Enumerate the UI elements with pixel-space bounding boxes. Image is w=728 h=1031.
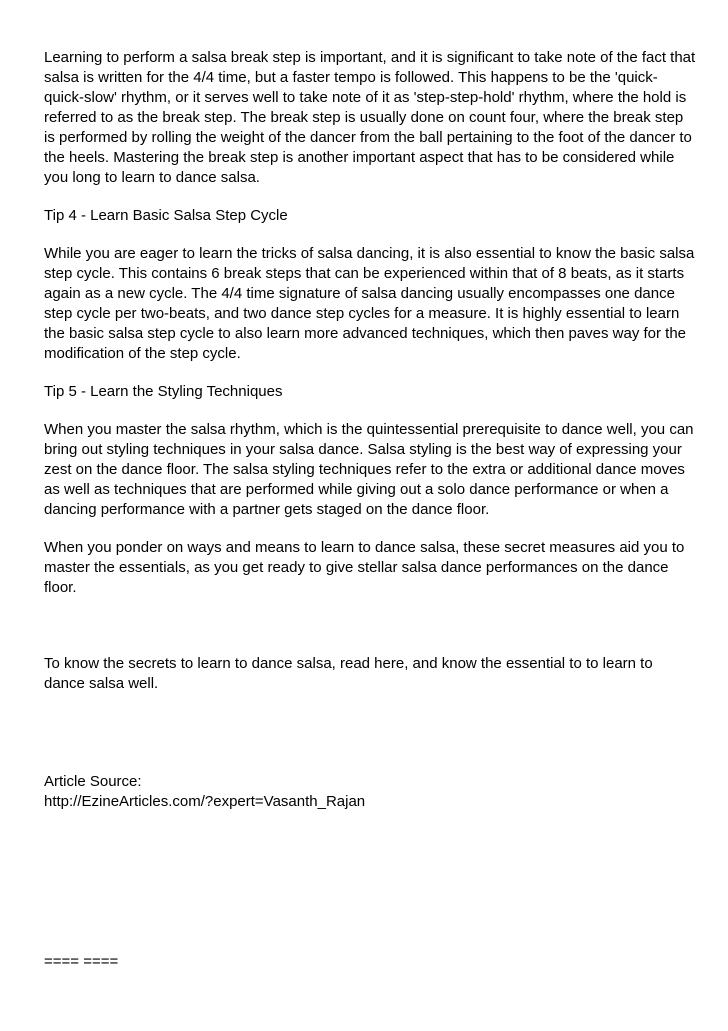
- separator: ==== ====: [44, 953, 119, 970]
- text-line: referred to as the break step. The break step is usually done on count four, where the break step: [44, 109, 684, 126]
- paragraph-call-to-action: [44, 654, 694, 694]
- text-line: modification of the step cycle.: [44, 345, 241, 362]
- text-line: the heels. Mastering the break step is another important aspect that has to be considered while: [44, 149, 675, 166]
- text-line: salsa is written for the 4/4 time, but a faster tempo is followed. This happens to be the 'quick-: [44, 69, 658, 86]
- text-line: dancing performance with a partner gets staged on the dance floor.: [44, 501, 490, 518]
- text-line: dance salsa well.: [44, 675, 159, 692]
- text-line: you long to learn to dance salsa.: [44, 169, 260, 186]
- text-line: When you master the salsa rhythm, which is the quintessential prerequisite to dance well, you can: [44, 421, 694, 438]
- text-line: While you are eager to learn the tricks of salsa dancing, it is also essential to know the basic salsa: [44, 245, 695, 262]
- paragraph-step-cycle: [44, 244, 694, 364]
- text-line: quick-slow' rhythm, or it serves well to take note of it as 'step-step-hold' rhythm, where the hold is: [44, 89, 687, 106]
- tip-4-heading: Tip 4 - Learn Basic Salsa Step Cycle: [44, 207, 288, 224]
- text-line: bring out styling techniques in your salsa dance. Salsa styling is the best way of expressing your: [44, 441, 682, 458]
- text-line: again as a new cycle. The 4/4 time signature of salsa dancing usually encompasses one dance: [44, 285, 675, 302]
- text-line: zest on the dance floor. The salsa styling techniques refer to the extra or additional dance moves: [44, 461, 685, 478]
- text-line: To know the secrets to learn to dance salsa, read here, and know the essential to to learn to: [44, 655, 653, 672]
- source-url: http://EzineArticles.com/?expert=Vasanth_Rajan: [44, 793, 366, 810]
- text-line: as well as techniques that are performed while giving out a solo dance performance or when a: [44, 481, 669, 498]
- paragraph-conclusion: [44, 538, 694, 598]
- source-label: Article Source:: [44, 773, 142, 790]
- tip-5-heading: Tip 5 - Learn the Styling Techniques: [44, 383, 283, 400]
- paragraph-styling: [44, 420, 694, 520]
- article-source: [44, 772, 694, 812]
- text-line: is performed by rolling the weight of the dancer from the ball pertaining to the foot of the dancer to: [44, 129, 692, 146]
- text-line: Learning to perform a salsa break step is important, and it is significant to take note of the fact that: [44, 49, 696, 66]
- text-line: floor.: [44, 579, 77, 596]
- text-line: step cycle. This contains 6 break steps that can be experienced within that of 8 beats, as it starts: [44, 265, 685, 282]
- text-line: the basic salsa step cycle to also learn more advanced techniques, which then paves way for the: [44, 325, 687, 342]
- text-line: step cycle per two-beats, and two dance step cycles for a measure. It is highly essential to learn: [44, 305, 680, 322]
- paragraph-break-step: [44, 48, 694, 188]
- text-line: master the essentials, as you get ready to give stellar salsa dance performances on the dance: [44, 559, 669, 576]
- text-line: When you ponder on ways and means to learn to dance salsa, these secret measures aid you to: [44, 539, 685, 556]
